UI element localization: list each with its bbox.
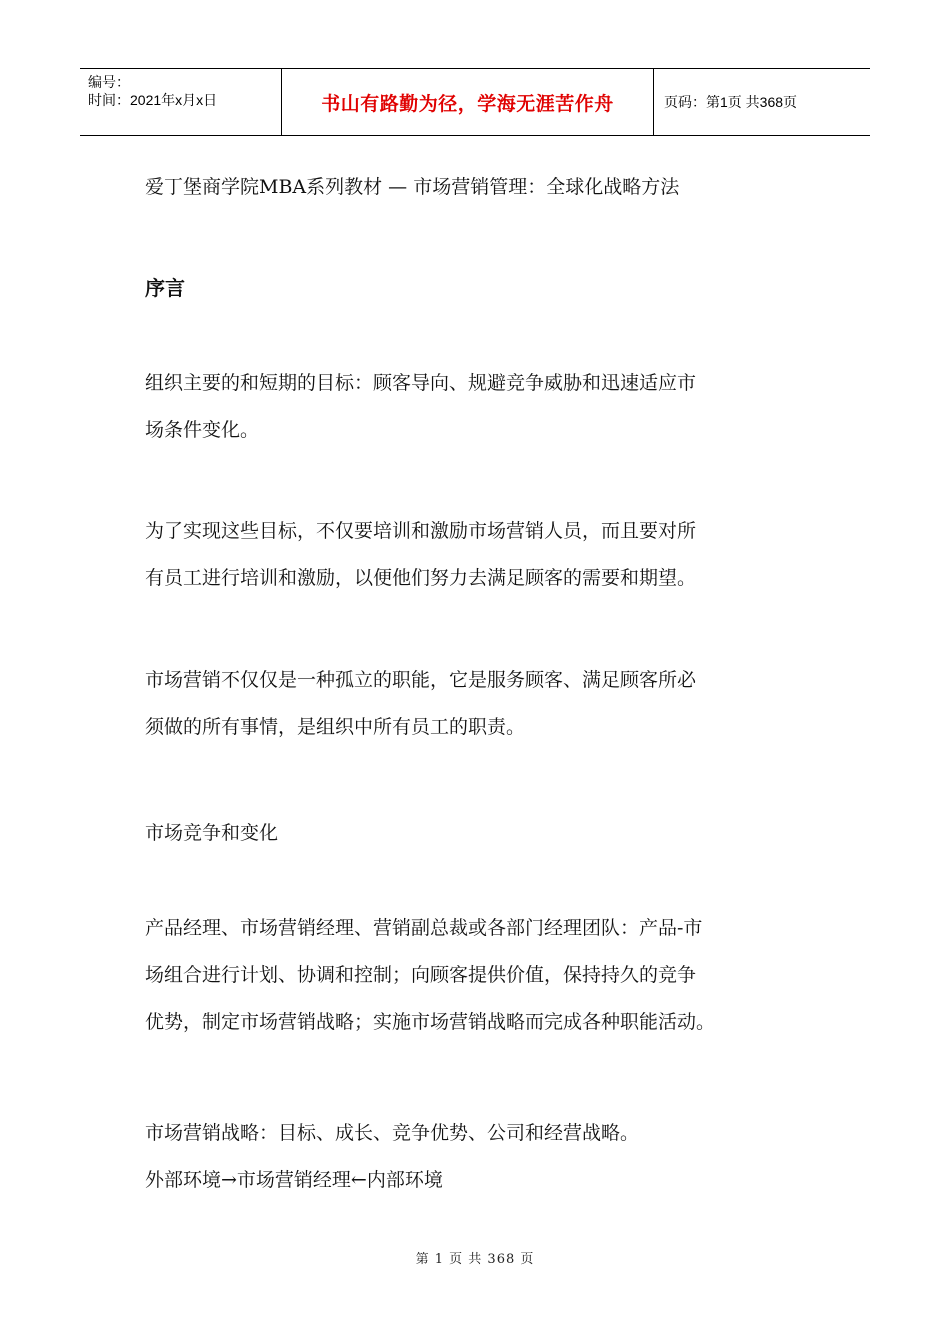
paragraph-2-line-2: 有员工进行培训和激励，以便他们努力去满足顾客的需要和期望。 — [145, 567, 697, 589]
paragraph-4 — [145, 905, 715, 1046]
page-info: 页码：第1页 共368页 — [664, 94, 798, 110]
number-label: 编号： — [88, 74, 130, 90]
document-title: 爱丁堡商学院MBA系列教材 — 市场营销管理：全球化战略方法 — [145, 176, 680, 198]
paragraph-4-line-3: 优势，制定市场营销战略；实施市场营销战略而完成各种职能活动。 — [145, 1011, 716, 1033]
paragraph-5: 市场营销战略：目标、成长、竞争优势、公司和经营战略。 — [145, 1122, 640, 1144]
section-heading: 序言 — [145, 276, 185, 300]
paragraph-2 — [145, 508, 696, 602]
motto-text: 书山有路勤为径，学海无涯苦作舟 — [321, 92, 614, 115]
paragraph-4-line-2: 场组合进行计划、协调和控制；向顾客提供价值，保持持久的竞争 — [145, 964, 697, 986]
paragraph-3-line-1: 市场营销不仅仅是一种孤立的职能，它是服务顾客、满足顾客所必 — [145, 669, 697, 691]
header-motto-cell — [282, 69, 654, 135]
subheading: 市场竞争和变化 — [145, 822, 279, 844]
date-label: 时间：2021年x月x日 — [88, 92, 218, 108]
paragraph-3-line-2: 须做的所有事情，是组织中所有员工的职责。 — [145, 716, 526, 738]
paragraph-3 — [145, 657, 696, 751]
header-page-cell — [654, 69, 870, 135]
header-table — [80, 68, 870, 136]
paragraph-6: 外部环境→市场营销经理←内部环境 — [145, 1169, 443, 1191]
paragraph-1 — [145, 360, 696, 454]
header-meta-cell — [80, 69, 282, 135]
page-footer: 第 1 页 共 368 页 — [415, 1252, 535, 1267]
paragraph-1-line-2: 场条件变化。 — [145, 419, 260, 441]
paragraph-2-line-1: 为了实现这些目标，不仅要培训和激励市场营销人员，而且要对所 — [145, 520, 697, 542]
paragraph-1-line-1: 组织主要的和短期的目标：顾客导向、规避竞争威胁和迅速适应市 — [145, 372, 697, 394]
paragraph-4-line-1: 产品经理、市场营销经理、营销副总裁或各部门经理团队：产品-市 — [145, 917, 703, 939]
